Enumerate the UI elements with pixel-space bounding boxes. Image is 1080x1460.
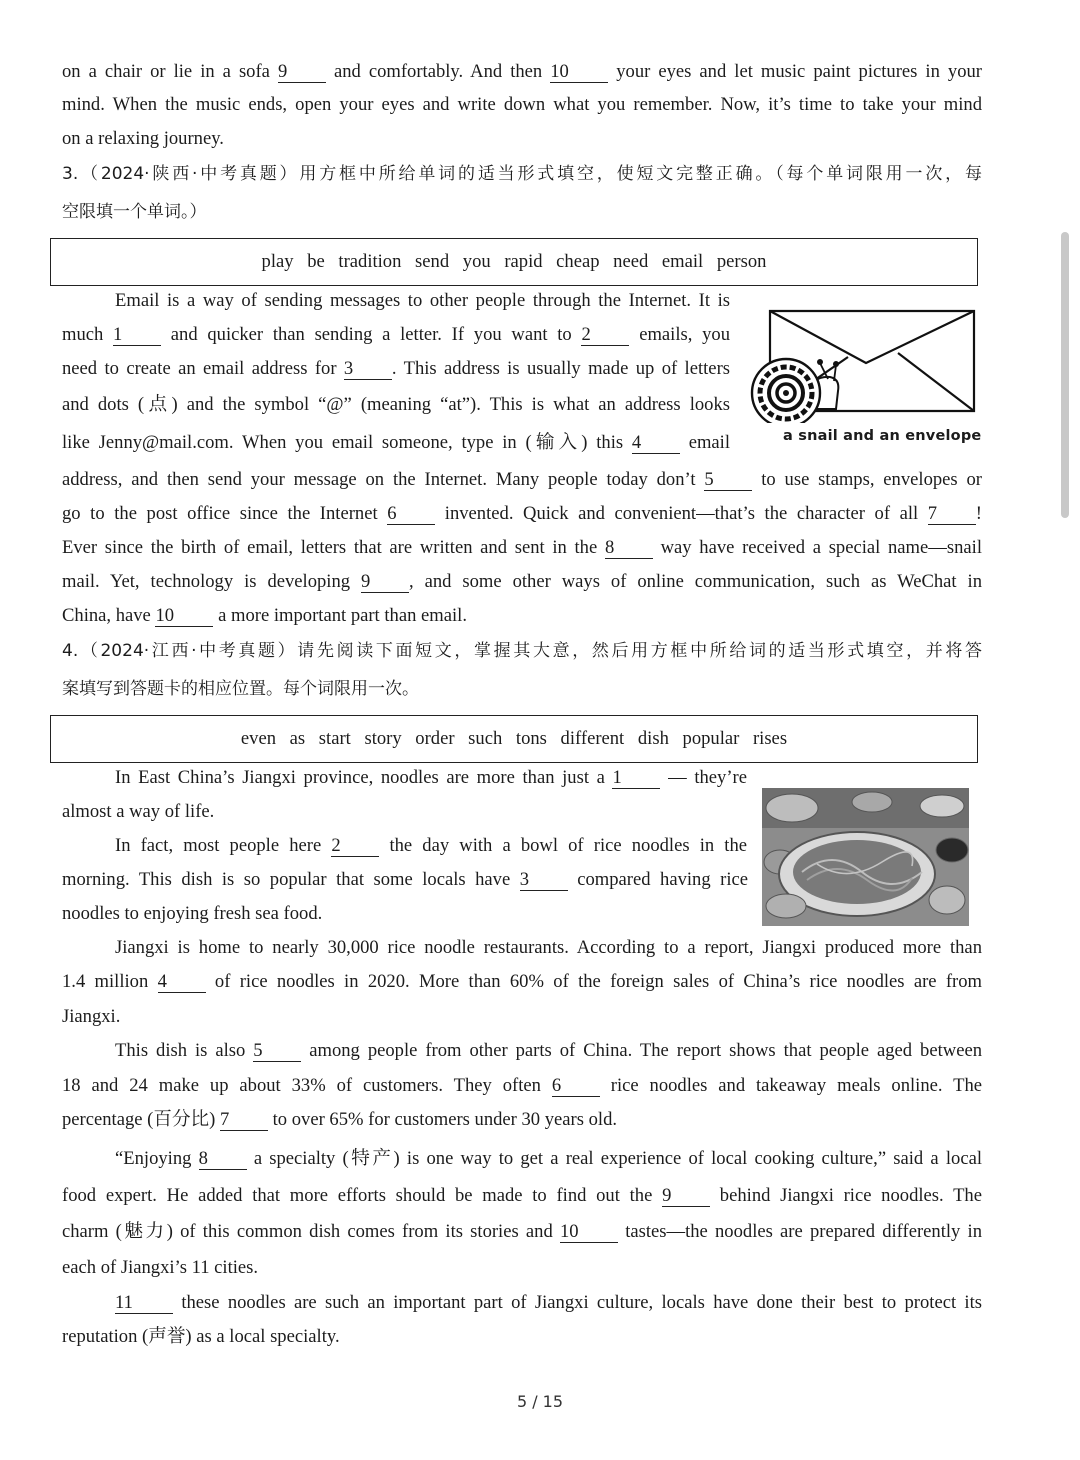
passage-text: noodles to enjoying fresh sea food. [62, 903, 323, 924]
answer-blank[interactable]: 8 [605, 538, 653, 559]
passage-text: percentage (百分比) [62, 1109, 220, 1130]
q3-passage-line [62, 536, 982, 560]
passage-text: your eyes and let music paint pictures in your [608, 61, 982, 82]
q3-word-box: play be tradition send you rapid cheap need email person [50, 238, 978, 286]
q4-passage-line [115, 1039, 982, 1063]
q4-passage-line [115, 834, 747, 858]
q3-passage-line [62, 604, 982, 628]
q3-passage-line [62, 323, 730, 347]
passage-text: , and some other ways of online communication, such as WeChat in [409, 571, 982, 592]
passage-text: of rice noodles in 2020. More than 60% of the foreign sales of China’s rice noodles are from [205, 971, 982, 992]
answer-blank[interactable]: 3 [520, 870, 568, 891]
answer-blank[interactable]: 2 [331, 836, 379, 857]
passage-text: these noodles are such an important part of Jiangxi culture, locals have done their best to protect its [173, 1292, 982, 1313]
q4-passage-line [62, 1325, 982, 1349]
passage-text: like Jenny@mail.com. When you email someone, type in (输入) this [62, 432, 632, 453]
answer-blank[interactable]: 10 [155, 606, 213, 627]
intro-line-1 [62, 60, 982, 84]
passage-text: rice noodles and takeaway meals online. The [599, 1075, 982, 1096]
answer-blank[interactable]: 9 [662, 1186, 710, 1207]
passage-text: food expert. He added that more efforts should be made to find out the [62, 1185, 663, 1206]
passage-text: and quicker than sending a letter. If you want to [161, 324, 582, 345]
q3-passage-line [62, 431, 730, 455]
answer-blank[interactable]: 11 [115, 1293, 173, 1314]
passage-text: almost a way of life. [62, 801, 215, 822]
answer-blank[interactable]: 8 [199, 1149, 247, 1170]
passage-text: “Enjoying [115, 1148, 199, 1169]
answer-blank[interactable]: 3 [344, 359, 392, 380]
passage-text: Email is a way of sending messages to other people through the Internet. It is [115, 290, 730, 311]
passage-text: go to the post office since the Internet [62, 503, 388, 524]
answer-blank[interactable]: 5 [253, 1041, 301, 1062]
answer-blank[interactable]: 9 [361, 572, 409, 593]
answer-blank[interactable]: 6 [387, 504, 435, 525]
passage-text: on a chair or lie in a sofa [62, 61, 278, 82]
q3-passage-line [62, 393, 730, 417]
q3-passage-line [62, 357, 730, 381]
passage-text: . This address is usually made up of letters [391, 358, 730, 379]
passage-text: compared having rice [567, 869, 748, 890]
passage-text: each of Jiangxi’s 11 cities. [62, 1257, 259, 1278]
passage-text: email [679, 432, 730, 453]
image-caption: a snail and an envelope [783, 428, 982, 444]
snail-envelope-illustration [748, 305, 980, 423]
passage-text: among people from other parts of China. The report shows that people aged between [301, 1040, 982, 1061]
rice-noodles-photo [762, 788, 969, 926]
passage-text: a more important part than email. [213, 605, 467, 626]
passage-text: a specialty (特产) is one way to get a real experience of local cooking culture,” said a local [246, 1148, 982, 1169]
q3-passage-line [62, 468, 982, 492]
q4-passage-line [62, 1256, 982, 1280]
passage-text: mind. When the music ends, open your eyes and write down what you remember. Now, it’s time to take your mind [62, 94, 982, 115]
passage-text: Jiangxi is home to nearly 30,000 rice noodle restaurants. According to a report, Jiangxi produced more than [115, 937, 982, 958]
q3-instruction-line-1: 3.（2024·陕西·中考真题）用方框中所给单词的适当形式填空，使短文完整正确。（每个单词限用一次，每 [62, 164, 982, 184]
answer-blank[interactable]: 6 [552, 1076, 600, 1097]
page-number: 5 / 15 [516, 1392, 564, 1411]
passage-text: reputation (声誉) as a local specialty. [62, 1326, 340, 1347]
q4-instruction-line-2: 案填写到答题卡的相应位置。每个词限用一次。 [62, 679, 419, 699]
q3-passage-line [62, 502, 982, 526]
answer-blank[interactable]: 10 [550, 62, 608, 83]
q4-passage-line [115, 1291, 982, 1315]
passage-text: to use stamps, envelopes or [752, 469, 982, 490]
passage-text: way have received a special name—snail [652, 537, 982, 558]
passage-text: morning. This dish is so popular that some locals have [62, 869, 520, 890]
passage-text: Jiangxi. [62, 1006, 121, 1027]
answer-blank[interactable]: 7 [928, 504, 976, 525]
passage-text: and comfortably. And then [325, 61, 551, 82]
q4-instruction-line-1: 4.（2024·江西·中考真题）请先阅读下面短文，掌握其大意，然后用方框中所给词的适当形式填空，并将答 [62, 641, 982, 661]
intro-line-2 [62, 93, 982, 117]
answer-blank[interactable]: 5 [704, 470, 752, 491]
passage-text: behind Jiangxi rice noodles. The [710, 1185, 982, 1206]
q3-passage-line [62, 570, 982, 594]
passage-text: address, and then send your message on the Internet. Many people today don’t [62, 469, 705, 490]
q4-passage-line [62, 868, 748, 892]
q4-passage-line [62, 1108, 982, 1132]
answer-blank[interactable]: 4 [632, 433, 680, 454]
passage-text: mail. Yet, technology is developing [62, 571, 362, 592]
passage-text: ! [975, 503, 982, 524]
intro-line-3 [62, 127, 982, 151]
q3-passage-line [115, 289, 730, 313]
passage-text: to over 65% for customers under 30 years old. [267, 1109, 618, 1130]
passage-text: 1.4 million [62, 971, 158, 992]
passage-text: charm (魅力) of this common dish comes from its stories and [62, 1221, 560, 1242]
passage-text: on a relaxing journey. [62, 128, 224, 149]
answer-blank[interactable]: 9 [278, 62, 326, 83]
q4-passage-line [115, 936, 982, 960]
q4-word-box: even as start story order such tons different dish popular rises [50, 715, 978, 763]
q4-passage-line [62, 1005, 982, 1029]
answer-blank[interactable]: 2 [581, 325, 629, 346]
passage-text: China, have [62, 605, 156, 626]
passage-text: Ever since the birth of email, letters that are written and sent in the [62, 537, 605, 558]
q4-passage-line [62, 1074, 982, 1098]
q4-passage-line [62, 1184, 982, 1208]
passage-text: need to create an email address for [62, 358, 344, 379]
vertical-scrollbar[interactable] [1061, 232, 1069, 518]
answer-blank[interactable]: 1 [113, 325, 161, 346]
passage-text: This dish is also [115, 1040, 254, 1061]
passage-text: — they’re [660, 767, 747, 788]
passage-text: In fact, most people here [115, 835, 332, 856]
passage-text: 18 and 24 make up about 33% of customers. They often [62, 1075, 552, 1096]
q4-passage-line [115, 766, 747, 790]
answer-blank[interactable]: 7 [220, 1110, 268, 1131]
passage-text: the day with a bowl of rice noodles in the [379, 835, 747, 856]
passage-text: emails, you [629, 324, 730, 345]
passage-text: invented. Quick and convenient—that’s the character of all [435, 503, 928, 524]
passage-text: In East China’s Jiangxi province, noodles are more than just a [115, 767, 613, 788]
q4-passage-line [62, 970, 982, 994]
q4-passage-line [62, 1220, 982, 1244]
passage-text: much [62, 324, 114, 345]
answer-blank[interactable]: 4 [158, 972, 206, 993]
q3-instruction-line-2: 空限填一个单词。） [62, 202, 207, 222]
passage-text: and dots (点) and the symbol “@” (meaning “at”). This is what an address looks [62, 394, 730, 415]
answer-blank[interactable]: 10 [560, 1222, 618, 1243]
passage-text: tastes—the noodles are prepared differently in [617, 1221, 983, 1242]
q4-passage-line [115, 1147, 982, 1171]
answer-blank[interactable]: 1 [612, 768, 660, 789]
